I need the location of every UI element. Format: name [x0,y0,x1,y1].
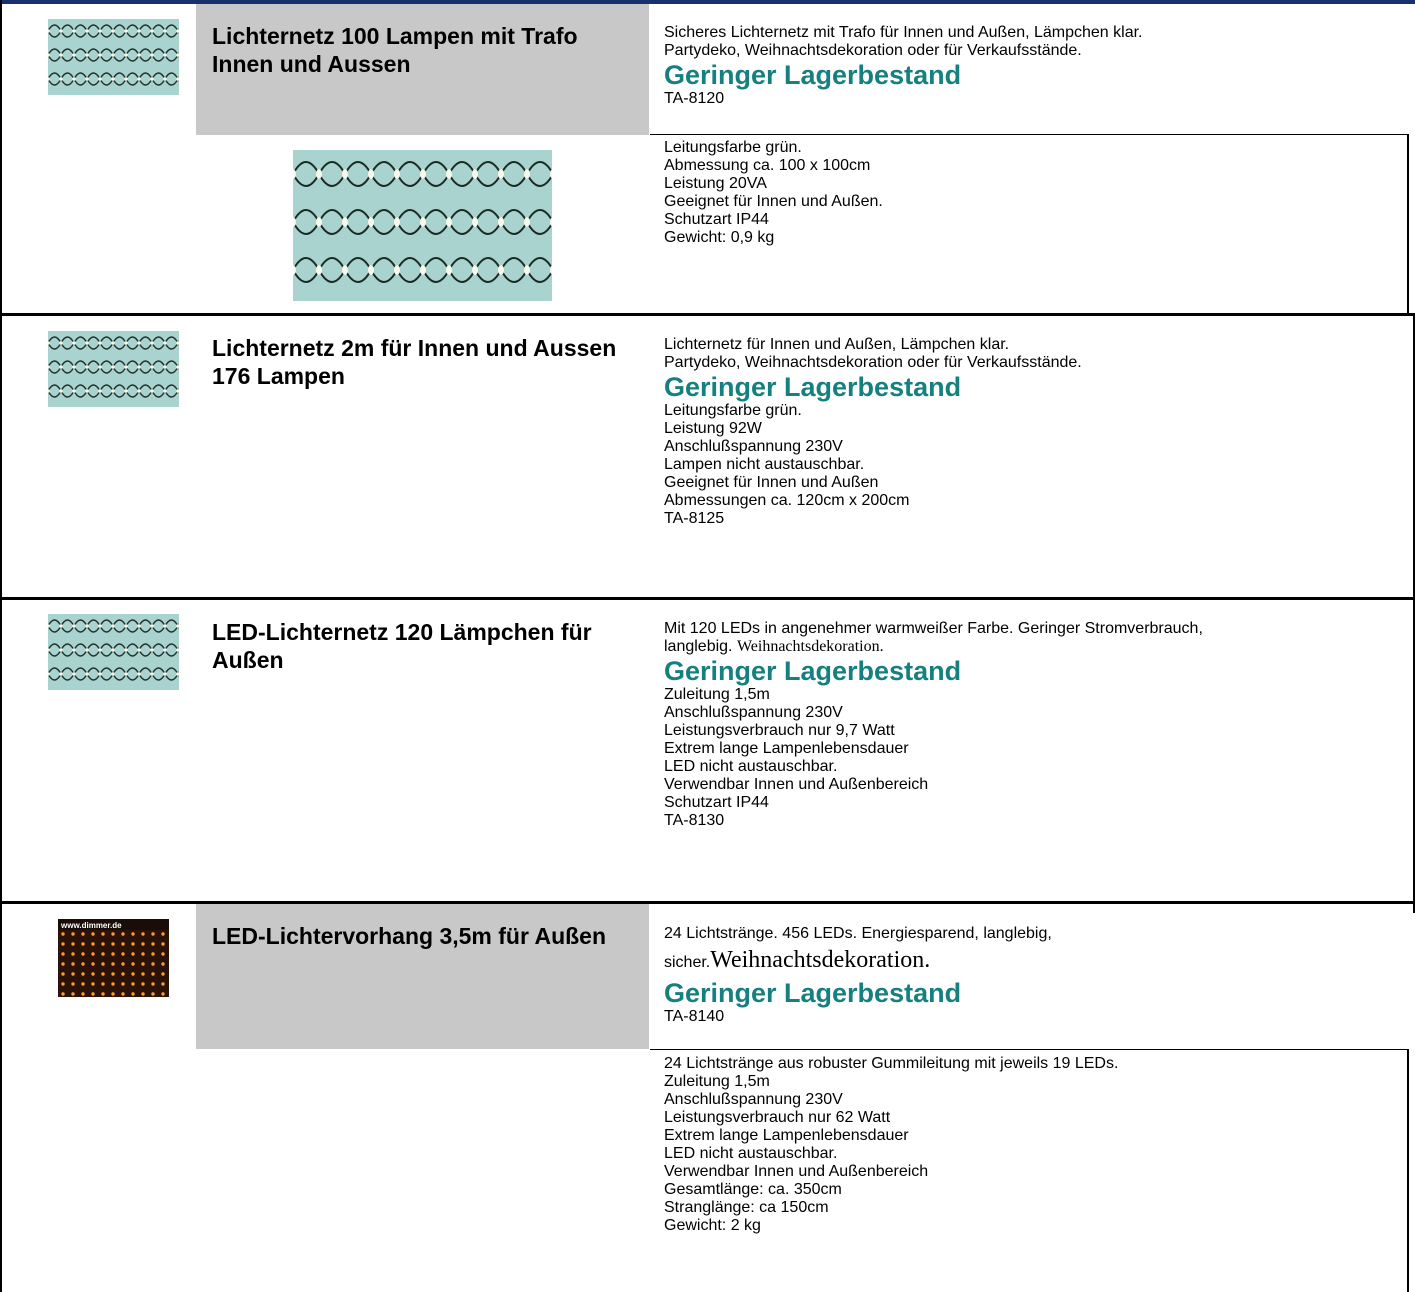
product-title[interactable]: LED-Lichtervorhang 3,5m für Außen [212,923,607,949]
spec-divider [650,1049,1408,1050]
spec-line: Leitungsfarbe grün. [664,402,802,419]
product-title-box [196,316,649,436]
stock-status: Geringer Lagerbestand [664,60,962,90]
stock-status: Geringer Lagerbestand [664,978,962,1008]
product-title[interactable]: Lichternetz 2m für Innen und Aussen 176 Lampen [212,335,617,389]
description-line [664,638,1203,656]
description-text: Weihnachtsdekoration. [710,947,931,973]
spec-line: 24 Lichtstränge aus robuster Gummileitung mit jeweils 19 LEDs. [664,1055,1119,1072]
spec-line: Schutzart IP44 [664,211,769,228]
description-line: Partydeko, Weihnachtsdekoration oder für Verkaufsstände. [664,42,1082,59]
spec-line: Stranglänge: ca 150cm [664,1199,829,1216]
spec-line: Extrem lange Lampenlebensdauer [664,740,909,757]
spec-line: Abmessung ca. 100 x 100cm [664,157,871,174]
product-thumbnail-image[interactable] [58,919,169,997]
spec-line: Anschlußspannung 230V [664,1091,843,1108]
description-line: Lichternetz für Innen und Außen, Lämpchen klar. [664,336,1010,353]
spec-line: Verwendbar Innen und Außenbereich [664,776,929,793]
spec-line: Zuleitung 1,5m [664,686,770,703]
product-description [664,620,1203,830]
spec-line: Schutzart IP44 [664,794,769,811]
stock-status: Geringer Lagerbestand [664,656,962,686]
description-line: Mit 120 LEDs in angenehmer warmweißer Farbe. Geringer Stromverbrauch, [664,620,1203,637]
product-specs [664,139,883,247]
product-description [664,336,1082,528]
product-title[interactable]: Lichternetz 100 Lampen mit Trafo Innen und Aussen [212,23,578,77]
page-left-border [0,0,2,1292]
spec-line: Leistung 92W [664,420,762,437]
description-line: Sicheres Lichternetz mit Trafo für Innen und Außen, Lämpchen klar. [664,24,1143,41]
spec-line: Anschlußspannung 230V [664,704,843,721]
spec-line: Abmessungen ca. 120cm x 200cm [664,492,910,509]
spec-line: Extrem lange Lampenlebensdauer [664,1127,909,1144]
spec-line: Leistungsverbrauch nur 9,7 Watt [664,722,895,739]
product-thumbnail-image[interactable] [48,19,179,95]
product-title-box [196,600,649,720]
spec-line: Geeignet für Innen und Außen. [664,193,883,210]
description-line: Partydeko, Weihnachtsdekoration oder für Verkaufsstände. [664,354,1082,371]
stock-status: Geringer Lagerbestand [664,372,962,402]
spec-line: Leistungsverbrauch nur 62 Watt [664,1109,891,1126]
spec-line: Verwendbar Innen und Außenbereich [664,1163,929,1180]
spec-line: Gesamtlänge: ca. 350cm [664,1181,842,1198]
spec-line: LED nicht austauschbar. [664,1145,838,1162]
spec-border [1407,134,1409,314]
spec-line: LED nicht austauschbar. [664,758,838,775]
spec-line: TA-8125 [664,510,725,527]
product-title-box [196,4,649,135]
description-text: Weihnachtsdekoration. [736,638,884,655]
spec-line: Leitungsfarbe grün. [664,139,802,156]
description-line: 24 Lichtstränge. 456 LEDs. Energiesparend, langlebig, [664,925,1052,942]
product-sku: TA-8120 [664,90,725,107]
product-description [664,24,1142,108]
product-specs [664,1055,1118,1235]
spec-line: Leistung 20VA [664,175,767,192]
spec-line: Zuleitung 1,5m [664,1073,770,1090]
product-title[interactable]: LED-Lichternetz 120 Lämpchen für Außen [212,619,592,673]
product-large-image[interactable] [293,150,552,301]
spec-line: Gewicht: 0,9 kg [664,229,775,246]
product-sku: TA-8140 [664,1008,725,1025]
spec-line: Gewicht: 2 kg [664,1217,761,1234]
spec-line: Lampen nicht austauschbar. [664,456,865,473]
spec-line: TA-8130 [664,812,725,829]
spec-border [1407,1049,1409,1292]
image-watermark-text: www.dimmer.de [61,921,122,930]
product-thumbnail-image[interactable] [48,331,179,407]
product-description [664,925,1052,1026]
description-text: sicher. [664,954,711,971]
spec-line: Anschlußspannung 230V [664,438,843,455]
product-title-box [196,904,649,1049]
description-text: langlebig. [664,638,737,655]
spec-divider [650,134,1408,135]
spec-line: Geeignet für Innen und Außen [664,474,879,491]
description-line [664,945,1052,978]
product-thumbnail-image[interactable] [48,614,179,690]
